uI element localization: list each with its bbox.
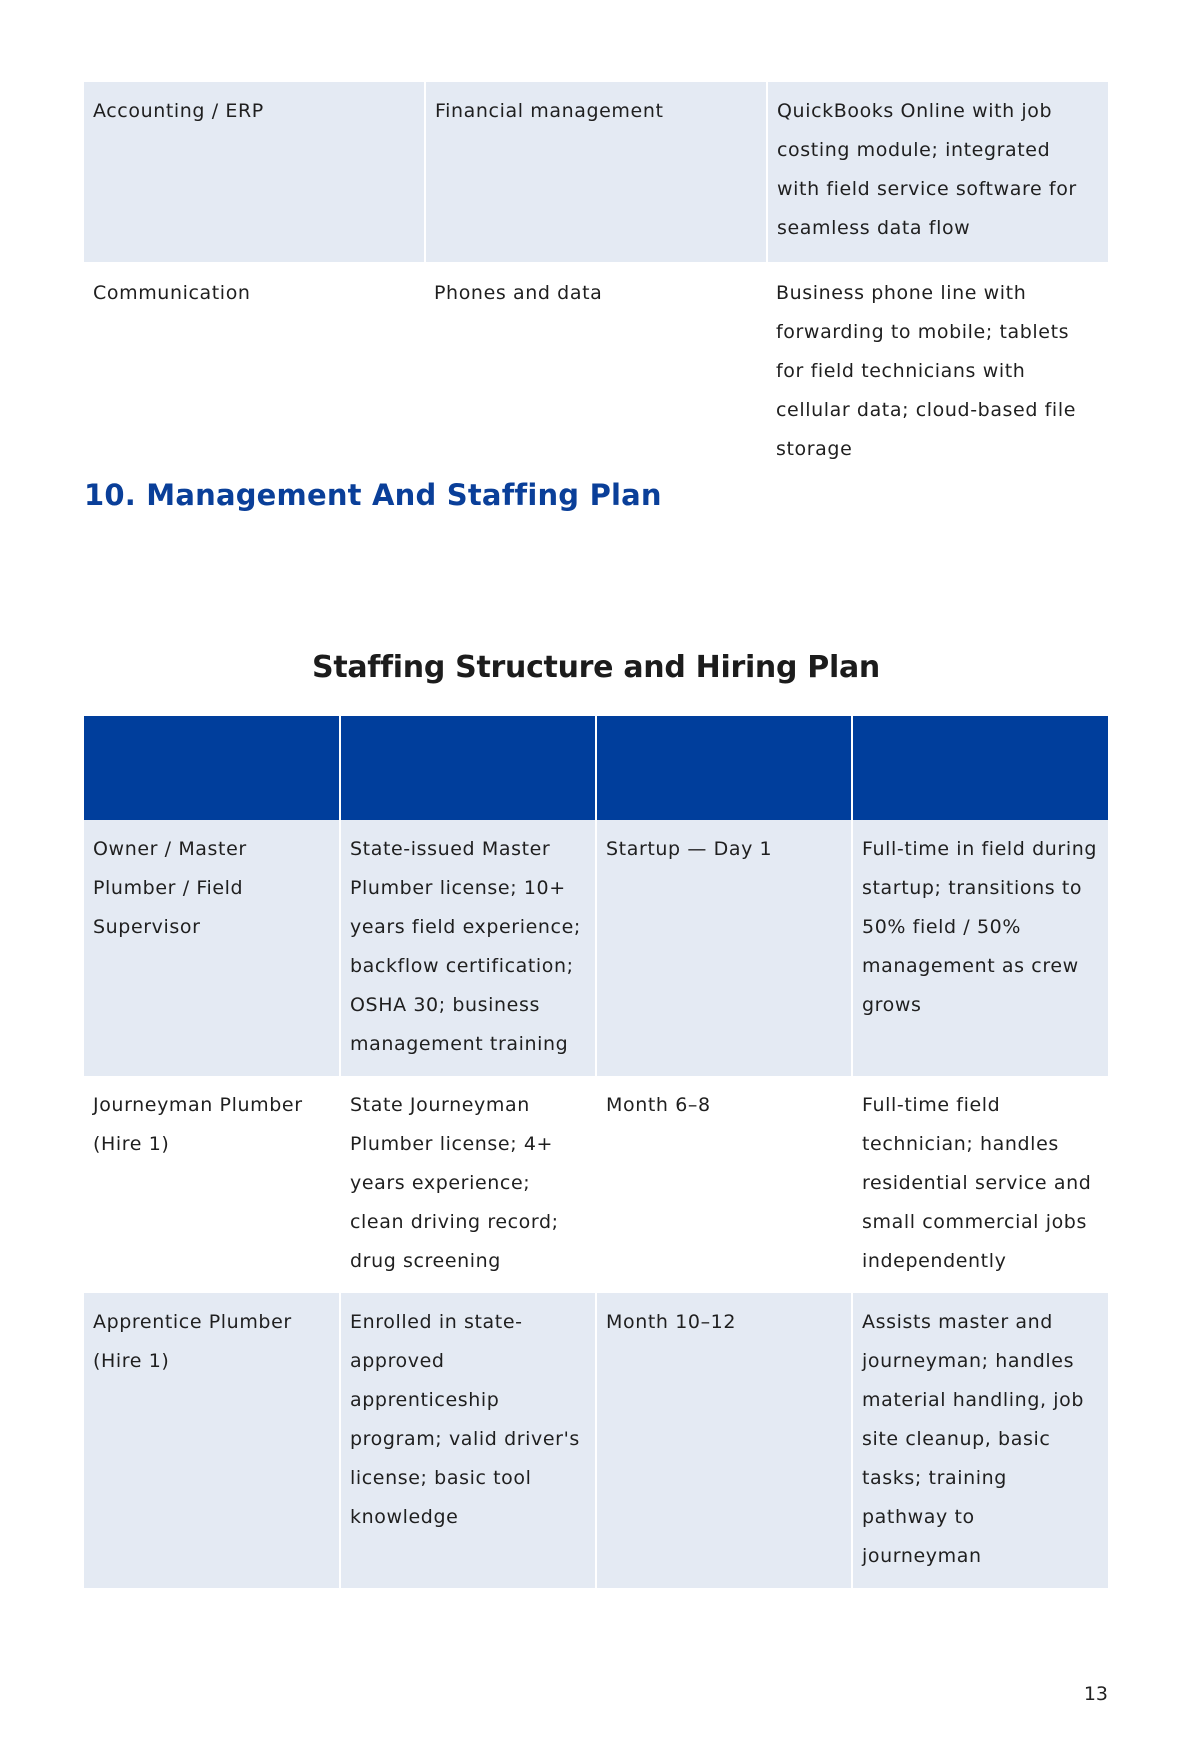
technology-table [84, 82, 1108, 483]
column-header [84, 716, 340, 820]
column-header [852, 716, 1108, 820]
table-row [84, 262, 1108, 483]
table-cell: QuickBooks Online with job costing module; integrated with field service software for seamless data flow [767, 82, 1108, 262]
table-cell: State Journeyman Plumber license; 4+ years experience; clean driving record; drug screening [340, 1076, 596, 1293]
table-title: Staffing Structure and Hiring Plan [312, 650, 880, 685]
table-row [84, 1076, 1108, 1293]
column-header [340, 716, 596, 820]
table-row [84, 1293, 1108, 1588]
section-heading: 10. Management And Staffing Plan [84, 478, 662, 512]
table-cell: State-issued Master Plumber license; 10+ years field experience; backflow certification; OSHA 30; business management training [340, 820, 596, 1076]
table-row [84, 820, 1108, 1076]
table-cell: Journeyman Plumber (Hire 1) [84, 1076, 340, 1293]
table-cell: Financial management [425, 82, 767, 262]
table-cell: Apprentice Plumber (Hire 1) [84, 1293, 340, 1588]
page-number: 13 [1083, 1683, 1108, 1705]
table-cell: Assists master and journeyman; handles material handling, job site cleanup, basic tasks; training pathway to journeyman [852, 1293, 1108, 1588]
table-row [84, 82, 1108, 262]
table-header-row [84, 716, 1108, 820]
table-cell: Startup — Day 1 [596, 820, 852, 1076]
table-cell: Full-time field technician; handles residential service and small commercial jobs independently [852, 1076, 1108, 1293]
column-header [596, 716, 852, 820]
table-cell: Business phone line with forwarding to mobile; tablets for field technicians with cellular data; cloud-based file storage [767, 262, 1108, 483]
table-cell: Month 6–8 [596, 1076, 852, 1293]
table-cell: Accounting / ERP [84, 82, 425, 262]
table-cell: Communication [84, 262, 425, 483]
table-cell: Phones and data [425, 262, 767, 483]
staffing-table [84, 716, 1108, 1588]
table-cell: Full-time in field during startup; transitions to 50% field / 50% management as crew grows [852, 820, 1108, 1076]
table-cell: Enrolled in state-approved apprenticeship program; valid driver's license; basic tool knowledge [340, 1293, 596, 1588]
table-cell: Month 10–12 [596, 1293, 852, 1588]
table-cell: Owner / Master Plumber / Field Supervisor [84, 820, 340, 1076]
